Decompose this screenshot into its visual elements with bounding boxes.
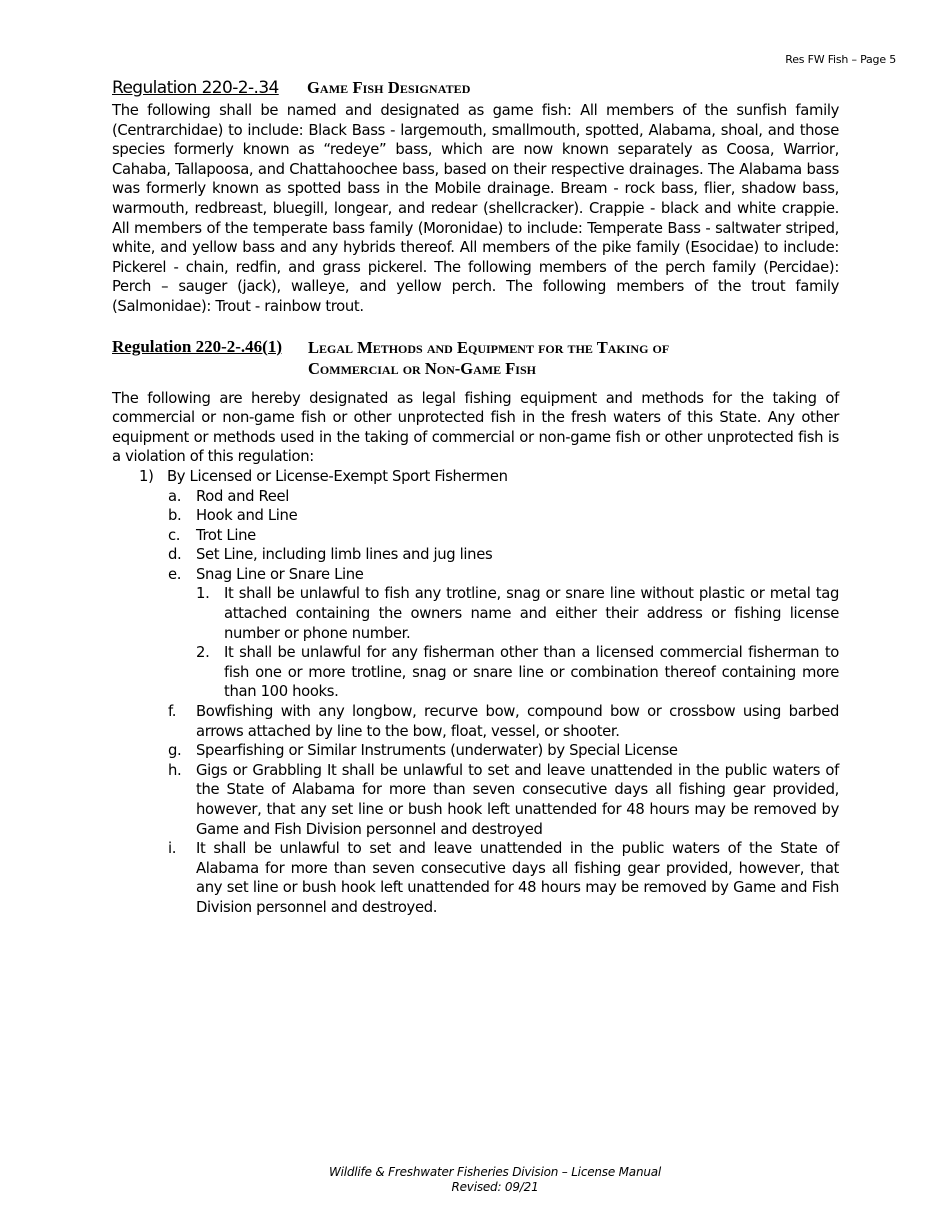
list-item [196,584,839,643]
list-item [196,643,839,702]
list-item [139,467,839,487]
list-item [168,545,839,565]
list-marker: a. [168,487,182,505]
methods-list [112,467,839,918]
regulation-title-line: Commercial or Non-Game Fish [308,358,536,378]
list-item-text: Snag Line or Snare Line [196,565,364,583]
regulation-intro: The following are hereby designated as legal fishing equipment and methods for the taking of commercial or non-game fish or other unprotected fish in the fresh waters of this State. Any other equipment or methods used in the taking of commercial or non-game fish or other unprotected fish is a violation of this regulation: [112,389,839,466]
page-header: Res FW Fish – Page 5 [785,53,896,66]
list-item-text: Set Line, including limb lines and jug lines [196,546,493,564]
list-item-text: It shall be unlawful for any fisherman other than a licensed commercial fisherman to fish one or more trotline, snag or snare line or combination thereof containing more than 100 hooks. [224,644,839,701]
list-item [168,839,839,917]
list-item-text: Rod and Reel [196,487,290,505]
regulation-number: Regulation 220-2-.34 [112,78,279,98]
footer-revised: Revised: 09/21 [451,1180,539,1194]
list-item [168,487,839,507]
list-item-text: Hook and Line [196,507,298,525]
list-marker: f. [168,703,177,721]
list-item-text: Spearfishing or Similar Instruments (underwater) by Special License [196,742,678,760]
list-item [168,702,839,741]
page-footer [0,1165,950,1195]
list-marker: 1) [139,467,154,485]
page-content [112,78,839,918]
list-item-text: It shall be unlawful to fish any trotline, snag or snare line without plastic or metal tag attached containing the owners name and either their address or fishing license number or phone number. [224,585,839,642]
list-item [168,506,839,526]
list-item [168,761,839,839]
list-marker: e. [168,565,182,583]
list-item-text: It shall be unlawful to set and leave unattended in the public waters of the State of Alabama for more than seven consecutive days all fishing gear provided, however, that any set line or bush hook left unattended for 48 hours may be removed by Game and Fish Division personnel and destroyed. [196,840,839,916]
list-marker: 2. [196,644,210,662]
footer-title: Wildlife & Freshwater Fisheries Division – License Manual [328,1165,662,1179]
list-item-text: Gigs or Grabbling It shall be unlawful to set and leave unattended in the public waters of the State of Alabama for more than seven consecutive days all fishing gear provided, however, that any set line or bush hook left unattended for 48 hours may be removed by Game and Fish Division personnel and destroyed [196,761,839,838]
list-item [168,741,839,761]
list-marker: g. [168,742,182,760]
list-marker: d. [168,546,182,564]
list-marker: 1. [196,585,210,603]
list-item-text: Bowfishing with any longbow, recurve bow, compound bow or crossbow using barbed arrows attached by line to the bow, float, vessel, or shooter. [196,703,839,740]
regulation-title: Game Fish Designated [307,78,471,97]
regulation-number: Regulation 220-2-.46(1) [112,336,282,356]
regulation-title [308,337,669,379]
regulation-heading [112,337,839,379]
list-item-text: By Licensed or License-Exempt Sport Fishermen [167,467,508,485]
regulation-title-line: Legal Methods and Equipment for the Taking of [308,337,670,357]
list-item-text: Trot Line [196,526,256,544]
regulation-heading [112,78,839,98]
list-marker: i. [168,840,177,858]
list-item [168,526,839,546]
list-marker: h. [168,761,182,779]
list-marker: c. [168,526,181,544]
regulation-body: The following shall be named and designated as game fish: All members of the sunfish family (Centrarchidae) to include: Black Bass - largemouth, smallmouth, spotted, Alabama, shoal, and those species formerly known as “redeye” bass, which are now known separately as Coosa, Warrior, Cahaba, Tallapoosa, and Chattahoochee bass, based on their respective drainages. The Alabama bass was formerly known as spotted bass in the Mobile drainage. Bream - rock bass, flier, shadow bass, warmouth, redbreast, bluegill, longear, and redear (shellcracker). Crappie - black and white crappie. All members of the temperate bass family (Moronidae) to include: Temperate Bass - saltwater striped, white, and yellow bass and any hybrids thereof. All members of the pike family (Esocidae) to include: Pickerel - chain, redfin, and grass pickerel. The following members of the perch family (Percidae): Perch – sauger (jack), walleye, and yellow perch. The following members of the trout family (Salmonidae): Trout - rainbow trout. [112,102,839,315]
list-item [168,565,839,585]
list-marker: b. [168,507,182,525]
